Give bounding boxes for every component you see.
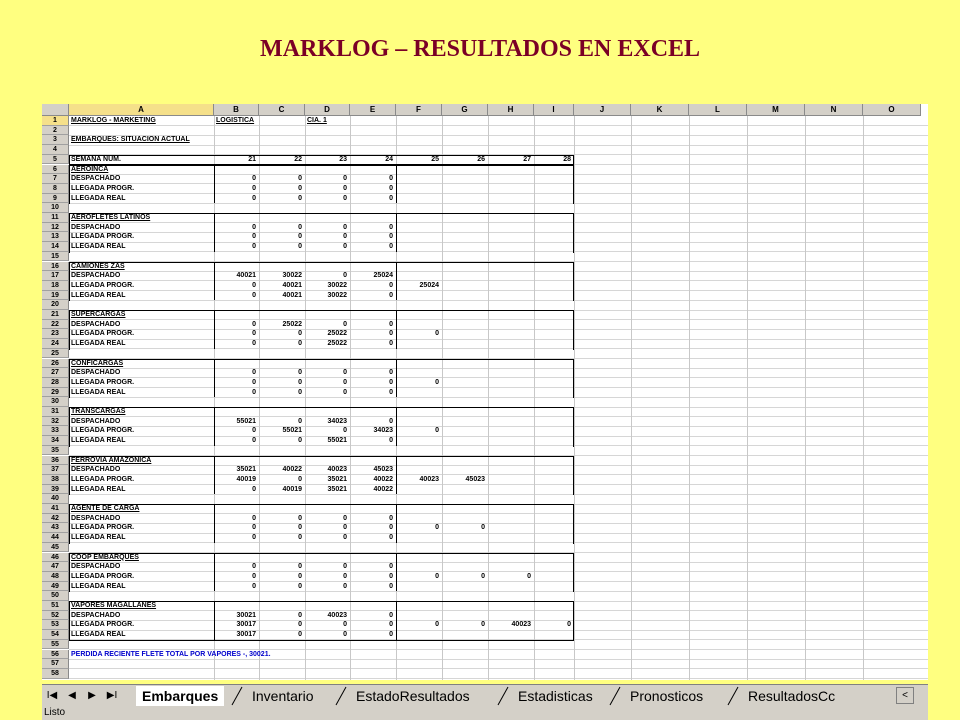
value-cell[interactable]: 0 (252, 194, 256, 202)
column-header[interactable]: E (350, 104, 396, 116)
row-header[interactable]: 43 (42, 523, 69, 533)
tab-estadisticas[interactable]: Estadisticas (518, 688, 593, 704)
row-header[interactable]: 18 (42, 281, 69, 291)
value-cell[interactable]: 40021 (236, 272, 256, 280)
value-cell[interactable]: 0 (389, 330, 393, 338)
value-cell[interactable]: 0 (298, 514, 302, 522)
value-cell[interactable]: 45023 (465, 475, 485, 483)
gridline (747, 116, 748, 680)
value-cell[interactable]: 0 (298, 572, 302, 580)
value-cell[interactable]: 30017 (236, 621, 256, 629)
row-header[interactable]: 11 (42, 213, 69, 223)
note-cell[interactable]: PERDIDA RECIENTE FLETE TOTAL POR VAPORES -, 30021. (71, 650, 271, 658)
row-header[interactable]: 30 (42, 397, 69, 407)
week-number-cell[interactable]: 21 (248, 155, 256, 163)
llegada-real-label-cell[interactable]: LLEGADA REAL (71, 485, 126, 493)
column-header[interactable]: N (805, 104, 863, 116)
row-header[interactable]: 15 (42, 252, 69, 262)
column-header[interactable]: J (574, 104, 631, 116)
value-cell[interactable]: 45023 (373, 466, 393, 474)
gridline (574, 116, 575, 680)
value-cell[interactable]: 0 (298, 631, 302, 639)
row-header[interactable]: 51 (42, 601, 69, 611)
value-cell[interactable]: 0 (389, 582, 393, 590)
carrier-name-cell[interactable]: CONFICARGAS (71, 359, 124, 367)
value-cell[interactable]: 0 (435, 621, 439, 629)
value-cell[interactable]: 40023 (327, 466, 347, 474)
value-cell[interactable]: 0 (389, 437, 393, 445)
value-cell[interactable]: 0 (252, 563, 256, 571)
value-cell[interactable]: 0 (389, 184, 393, 192)
value-cell[interactable]: 40022 (373, 475, 393, 483)
row-header[interactable]: 12 (42, 223, 69, 233)
value-cell[interactable]: 0 (252, 340, 256, 348)
week-number-cell[interactable]: 27 (523, 155, 531, 163)
row-header[interactable]: 40 (42, 494, 69, 504)
row-header[interactable]: 3 (42, 135, 69, 145)
gridline (69, 668, 928, 669)
value-cell[interactable]: 0 (298, 340, 302, 348)
value-cell[interactable]: 0 (252, 330, 256, 338)
value-cell[interactable]: 0 (343, 621, 347, 629)
row-header[interactable]: 5 (42, 155, 69, 165)
gridline (442, 116, 443, 680)
value-cell[interactable]: 0 (252, 243, 256, 251)
value-cell[interactable]: 0 (298, 475, 302, 483)
value-cell[interactable]: 0 (343, 582, 347, 590)
value-cell[interactable]: 0 (389, 514, 393, 522)
status-bar: Listo (42, 706, 928, 720)
tab-inventario[interactable]: Inventario (252, 688, 314, 704)
row-header[interactable]: 56 (42, 650, 69, 660)
llegada-real-label-cell[interactable]: LLEGADA REAL (71, 243, 126, 251)
row-header[interactable]: 26 (42, 359, 69, 369)
value-cell[interactable]: 25024 (419, 281, 439, 289)
value-cell[interactable]: 0 (389, 281, 393, 289)
value-cell[interactable]: 0 (252, 369, 256, 377)
llegada-progr-label-cell[interactable]: LLEGADA PROGR. (71, 427, 135, 435)
value-cell[interactable]: 0 (481, 621, 485, 629)
row-header[interactable]: 9 (42, 194, 69, 204)
value-cell[interactable]: 0 (298, 223, 302, 231)
value-cell[interactable]: 0 (527, 572, 531, 580)
row-header[interactable]: 39 (42, 485, 69, 495)
row-header[interactable]: 8 (42, 184, 69, 194)
value-cell[interactable]: 0 (435, 524, 439, 532)
carrier-name-cell[interactable]: FERROVIA AMAZONICA (71, 456, 152, 464)
value-cell[interactable]: 0 (567, 621, 571, 629)
despachado-label-cell[interactable]: DESPACHADO (71, 320, 121, 328)
value-cell[interactable]: 0 (298, 524, 302, 532)
value-cell[interactable]: 0 (343, 223, 347, 231)
despachado-label-cell[interactable]: DESPACHADO (71, 369, 121, 377)
week-number-cell[interactable]: 26 (477, 155, 485, 163)
value-cell[interactable]: 0 (252, 572, 256, 580)
tab-pronosticos[interactable]: Pronosticos (630, 688, 704, 704)
row-header[interactable]: 4 (42, 145, 69, 155)
row-header[interactable]: 53 (42, 620, 69, 630)
row-header[interactable]: 27 (42, 368, 69, 378)
despachado-label-cell[interactable]: DESPACHADO (71, 175, 121, 183)
column-header[interactable]: I (534, 104, 574, 116)
value-cell[interactable]: 30017 (236, 631, 256, 639)
tab-separator (726, 685, 740, 706)
value-cell[interactable]: 40019 (282, 485, 302, 493)
row-header[interactable]: 34 (42, 436, 69, 446)
week-label-cell[interactable]: SEMANA NUM. (71, 155, 121, 163)
row-header[interactable]: 47 (42, 562, 69, 572)
column-header[interactable]: O (863, 104, 921, 116)
value-cell[interactable]: 55021 (327, 437, 347, 445)
row-header[interactable]: 10 (42, 203, 69, 213)
row-header[interactable]: 24 (42, 339, 69, 349)
value-cell[interactable]: 0 (298, 233, 302, 241)
value-cell[interactable]: 40019 (236, 475, 256, 483)
row-header[interactable]: 41 (42, 504, 69, 514)
carrier-name-cell[interactable]: AEROINCA (71, 165, 109, 173)
row-header[interactable]: 58 (42, 669, 69, 679)
value-cell[interactable]: 40022 (373, 485, 393, 493)
value-cell[interactable]: 40023 (511, 621, 531, 629)
llegada-progr-label-cell[interactable]: LLEGADA PROGR. (71, 378, 135, 386)
sheet-tab-bar (42, 684, 928, 707)
value-cell[interactable]: 0 (389, 631, 393, 639)
value-cell[interactable]: 0 (389, 194, 393, 202)
week-number-cell[interactable]: 23 (339, 155, 347, 163)
week-number-cell[interactable]: 25 (431, 155, 439, 163)
gridline (534, 116, 535, 680)
value-cell[interactable]: 35021 (327, 475, 347, 483)
value-cell[interactable]: 0 (252, 524, 256, 532)
value-cell[interactable]: 0 (252, 184, 256, 192)
row-header[interactable]: 29 (42, 388, 69, 398)
row-header[interactable]: 52 (42, 611, 69, 621)
carrier-name-cell[interactable]: COOP EMBARQUES (71, 553, 139, 561)
week-number-cell[interactable]: 22 (294, 155, 302, 163)
value-cell[interactable]: 0 (298, 243, 302, 251)
value-cell[interactable]: 0 (435, 330, 439, 338)
value-cell[interactable]: 0 (343, 514, 347, 522)
value-cell[interactable]: 0 (389, 243, 393, 251)
value-cell[interactable]: 0 (252, 175, 256, 183)
value-cell[interactable]: 0 (252, 320, 256, 328)
value-cell[interactable]: 0 (298, 175, 302, 183)
despachado-label-cell[interactable]: DESPACHADO (71, 272, 121, 280)
row-header[interactable]: 32 (42, 417, 69, 427)
llegada-progr-label-cell[interactable]: LLEGADA PROGR. (71, 572, 135, 580)
value-cell[interactable]: 0 (389, 291, 393, 299)
carrier-name-cell[interactable]: TRANSCARGAS (71, 408, 126, 415)
llegada-progr-label-cell[interactable]: LLEGADA PROGR. (71, 621, 135, 629)
column-header[interactable]: D (305, 104, 350, 116)
row-header[interactable]: 28 (42, 378, 69, 388)
llegada-real-label-cell[interactable]: LLEGADA REAL (71, 437, 126, 445)
week-number-cell[interactable]: 24 (385, 155, 393, 163)
gridline (396, 116, 397, 680)
value-cell[interactable]: 0 (252, 582, 256, 590)
value-cell[interactable]: 30022 (327, 281, 347, 289)
value-cell[interactable]: 0 (252, 281, 256, 289)
value-cell[interactable]: 0 (298, 330, 302, 338)
row-header[interactable]: 37 (42, 465, 69, 475)
row-header[interactable]: 49 (42, 582, 69, 592)
despachado-label-cell[interactable]: DESPACHADO (71, 223, 121, 231)
value-cell[interactable]: 34023 (373, 427, 393, 435)
scroll-left-button[interactable]: < (896, 687, 914, 704)
despachado-label-cell[interactable]: DESPACHADO (71, 611, 121, 619)
value-cell[interactable]: 55021 (282, 427, 302, 435)
value-cell[interactable]: 30022 (327, 291, 347, 299)
value-cell[interactable]: 0 (389, 378, 393, 386)
value-cell[interactable]: 0 (298, 417, 302, 425)
value-cell[interactable]: 0 (389, 175, 393, 183)
llegada-progr-label-cell[interactable]: LLEGADA PROGR. (71, 281, 135, 289)
spreadsheet-grid[interactable] (42, 104, 928, 680)
prev-sheet-button[interactable]: ◀ (68, 690, 76, 701)
carrier-name-cell[interactable]: VAPORES MAGALLANES (71, 602, 157, 609)
value-cell[interactable]: 40023 (419, 475, 439, 483)
value-cell[interactable]: 0 (252, 427, 256, 435)
value-cell[interactable]: 0 (298, 582, 302, 590)
row-header[interactable]: 36 (42, 456, 69, 466)
row-header[interactable]: 33 (42, 426, 69, 436)
value-cell[interactable]: 30022 (282, 272, 302, 280)
value-cell[interactable]: 0 (298, 388, 302, 396)
value-cell[interactable]: 40021 (282, 281, 302, 289)
carrier-name-cell[interactable]: AEROFLETES LATINOS (71, 214, 151, 221)
llegada-progr-label-cell[interactable]: LLEGADA PROGR. (71, 475, 135, 483)
value-cell[interactable]: 0 (343, 388, 347, 396)
value-cell[interactable]: 0 (481, 572, 485, 580)
value-cell[interactable]: 25022 (327, 340, 347, 348)
value-cell[interactable]: 0 (252, 514, 256, 522)
row-header[interactable]: 19 (42, 291, 69, 301)
tab-separator (608, 685, 622, 706)
value-cell[interactable]: 0 (343, 534, 347, 542)
llegada-real-label-cell[interactable]: LLEGADA REAL (71, 631, 126, 639)
value-cell[interactable]: 55021 (236, 417, 256, 425)
row-header[interactable]: 22 (42, 320, 69, 330)
value-cell[interactable]: 0 (389, 223, 393, 231)
value-cell[interactable]: 25022 (282, 320, 302, 328)
value-cell[interactable]: 0 (435, 427, 439, 435)
value-cell[interactable]: 0 (252, 485, 256, 493)
row-header[interactable]: 1 (42, 116, 69, 126)
value-cell[interactable]: 0 (343, 378, 347, 386)
value-cell[interactable]: 0 (343, 369, 347, 377)
title-cell[interactable]: MARKLOG - MARKETING (71, 117, 156, 124)
column-header[interactable]: M (747, 104, 805, 116)
llegada-progr-label-cell[interactable]: LLEGADA PROGR. (71, 330, 135, 338)
despachado-label-cell[interactable]: DESPACHADO (71, 563, 121, 571)
carrier-name-cell[interactable]: AGENTE DE CARGA (71, 505, 140, 512)
value-cell[interactable]: 0 (343, 184, 347, 192)
carrier-name-cell[interactable]: SUPERCARGAS (71, 311, 126, 318)
gridline (69, 678, 928, 679)
llegada-progr-label-cell[interactable]: LLEGADA PROGR. (71, 524, 135, 532)
slide-title: MARKLOG – RESULTADOS EN EXCEL (259, 36, 701, 62)
column-header[interactable]: C (259, 104, 305, 116)
row-header[interactable]: 21 (42, 310, 69, 320)
value-cell[interactable]: 0 (343, 631, 347, 639)
row-header[interactable]: 16 (42, 262, 69, 272)
tab-separator (230, 685, 244, 706)
value-cell[interactable]: 0 (298, 437, 302, 445)
value-cell[interactable]: 0 (435, 572, 439, 580)
value-cell[interactable]: 0 (298, 611, 302, 619)
gridline (689, 116, 690, 680)
value-cell[interactable]: 0 (389, 524, 393, 532)
tab-estadoresultados[interactable]: EstadoResultados (356, 688, 470, 704)
row-header[interactable]: 13 (42, 232, 69, 242)
value-cell[interactable]: 0 (252, 388, 256, 396)
value-cell[interactable]: 0 (389, 534, 393, 542)
gridline (631, 116, 632, 680)
row-header[interactable]: 31 (42, 407, 69, 417)
value-cell[interactable]: 0 (389, 233, 393, 241)
week-number-cell[interactable]: 28 (563, 155, 571, 163)
column-header[interactable]: F (396, 104, 442, 116)
column-header[interactable]: L (689, 104, 747, 116)
value-cell[interactable]: 0 (252, 378, 256, 386)
value-cell[interactable]: 0 (389, 563, 393, 571)
value-cell[interactable]: 0 (389, 621, 393, 629)
llegada-real-label-cell[interactable]: LLEGADA REAL (71, 388, 126, 396)
llegada-real-label-cell[interactable]: LLEGADA REAL (71, 340, 126, 348)
tab-separator (496, 685, 510, 706)
value-cell[interactable]: 0 (298, 563, 302, 571)
value-cell[interactable]: 0 (343, 427, 347, 435)
value-cell[interactable]: 0 (343, 572, 347, 580)
title-suffix-cell[interactable]: LOGISTICA (216, 117, 255, 124)
row-header[interactable]: 42 (42, 514, 69, 524)
value-cell[interactable]: 0 (389, 320, 393, 328)
value-cell[interactable]: 0 (298, 378, 302, 386)
value-cell[interactable]: 0 (343, 233, 347, 241)
value-cell[interactable]: 0 (389, 417, 393, 425)
subtitle-cell[interactable]: EMBARQUES: SITUACION ACTUAL (71, 136, 190, 144)
row-header[interactable]: 38 (42, 475, 69, 485)
value-cell[interactable]: 0 (481, 524, 485, 532)
value-cell[interactable]: 25024 (373, 272, 393, 280)
select-all-corner[interactable] (42, 104, 69, 116)
row-header[interactable]: 6 (42, 165, 69, 175)
column-header[interactable]: G (442, 104, 488, 116)
value-cell[interactable]: 25022 (327, 330, 347, 338)
value-cell[interactable]: 0 (298, 184, 302, 192)
row-header[interactable]: 23 (42, 329, 69, 339)
despachado-label-cell[interactable]: DESPACHADO (71, 417, 121, 425)
first-sheet-button[interactable]: I◀ (46, 690, 58, 701)
value-cell[interactable]: 0 (252, 291, 256, 299)
next-sheet-button[interactable]: ▶ (88, 690, 96, 701)
row-header[interactable]: 20 (42, 300, 69, 310)
row-header[interactable]: 54 (42, 630, 69, 640)
row-header[interactable]: 25 (42, 349, 69, 359)
value-cell[interactable]: 0 (389, 572, 393, 580)
row-header[interactable]: 2 (42, 126, 69, 136)
value-cell[interactable]: 0 (252, 534, 256, 542)
row-header[interactable]: 48 (42, 572, 69, 582)
llegada-real-label-cell[interactable]: LLEGADA REAL (71, 291, 126, 299)
value-cell[interactable]: 0 (389, 340, 393, 348)
column-header[interactable]: H (488, 104, 534, 116)
row-header[interactable]: 14 (42, 242, 69, 252)
value-cell[interactable]: 0 (343, 563, 347, 571)
gridline (863, 116, 864, 680)
value-cell[interactable]: 0 (343, 175, 347, 183)
value-cell[interactable]: 0 (389, 388, 393, 396)
despachado-label-cell[interactable]: DESPACHADO (71, 466, 121, 474)
row-header[interactable]: 50 (42, 591, 69, 601)
row-header[interactable]: 55 (42, 640, 69, 650)
row-header[interactable]: 7 (42, 174, 69, 184)
row-header[interactable]: 17 (42, 271, 69, 281)
value-cell[interactable]: 0 (389, 369, 393, 377)
value-cell[interactable]: 35021 (236, 466, 256, 474)
column-header[interactable]: B (214, 104, 259, 116)
value-cell[interactable]: 0 (298, 194, 302, 202)
value-cell[interactable]: 0 (343, 194, 347, 202)
value-cell[interactable]: 0 (435, 378, 439, 386)
value-cell[interactable]: 40022 (282, 466, 302, 474)
gridline (488, 116, 489, 680)
value-cell[interactable]: 40021 (282, 291, 302, 299)
row-header[interactable]: 44 (42, 533, 69, 543)
llegada-real-label-cell[interactable]: LLEGADA REAL (71, 582, 126, 590)
row-header[interactable]: 57 (42, 659, 69, 669)
tab-resultadoscc[interactable]: ResultadosCc (748, 688, 836, 704)
tab-embarques[interactable]: Embarques (136, 686, 224, 708)
value-cell[interactable]: 0 (389, 611, 393, 619)
row-header[interactable]: 45 (42, 543, 69, 553)
row-header[interactable]: 46 (42, 553, 69, 563)
value-cell[interactable]: 0 (343, 524, 347, 532)
value-cell[interactable]: 0 (343, 243, 347, 251)
value-cell[interactable]: 0 (252, 437, 256, 445)
llegada-progr-label-cell[interactable]: LLEGADA PROGR. (71, 233, 135, 241)
value-cell[interactable]: 40023 (327, 611, 347, 619)
tab-separator (334, 685, 348, 706)
llegada-progr-label-cell[interactable]: LLEGADA PROGR. (71, 184, 135, 192)
value-cell[interactable]: 35021 (327, 485, 347, 493)
value-cell[interactable]: 34023 (327, 417, 347, 425)
last-sheet-button[interactable]: ▶I (106, 690, 118, 701)
value-cell[interactable]: 0 (298, 534, 302, 542)
llegada-real-label-cell[interactable]: LLEGADA REAL (71, 534, 126, 542)
gridline (805, 116, 806, 680)
title-cia-cell[interactable]: CIA. 1 (307, 117, 327, 124)
value-cell[interactable]: 0 (343, 320, 347, 328)
llegada-real-label-cell[interactable]: LLEGADA REAL (71, 194, 126, 202)
value-cell[interactable]: 0 (252, 223, 256, 231)
row-header[interactable]: 35 (42, 446, 69, 456)
value-cell[interactable]: 0 (298, 621, 302, 629)
value-cell[interactable]: 0 (252, 233, 256, 241)
despachado-label-cell[interactable]: DESPACHADO (71, 514, 121, 522)
carrier-name-cell[interactable]: CAMIONES ZAS (71, 262, 125, 270)
value-cell[interactable]: 30021 (236, 611, 256, 619)
value-cell[interactable]: 0 (343, 272, 347, 280)
column-header[interactable]: K (631, 104, 689, 116)
value-cell[interactable]: 0 (298, 369, 302, 377)
column-header[interactable]: A (69, 104, 214, 116)
